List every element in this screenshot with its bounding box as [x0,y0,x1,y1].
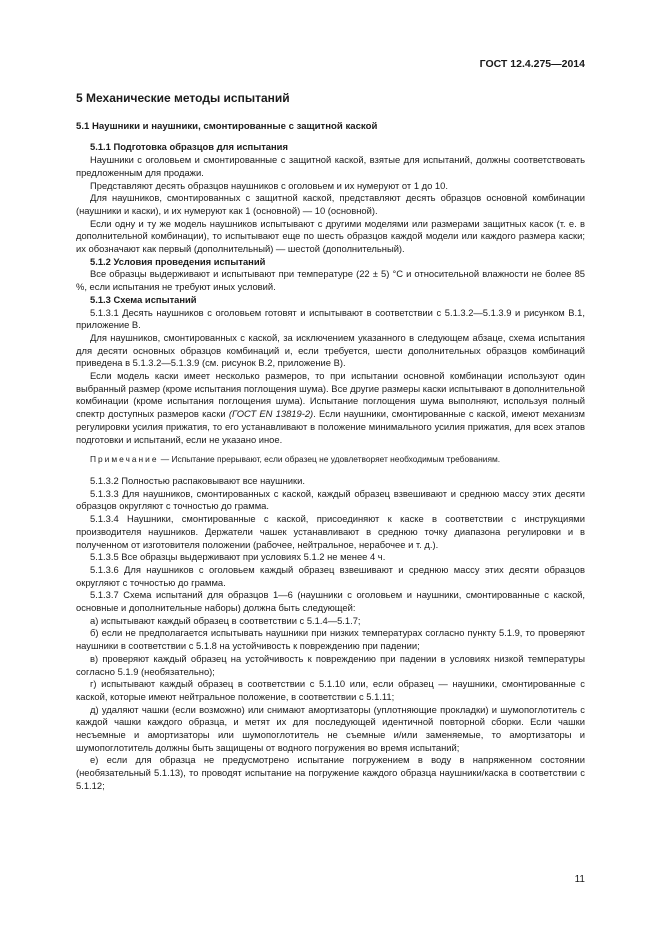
paragraph-with-reference [76,370,585,446]
list-item-a: а) испытывают каждый образец в соответствии с 5.1.4—5.1.7; [90,614,361,626]
note-text: — Испытание прерывают, если образец не удовлетворяет необходимым требованиям. [158,454,501,465]
section-title: 5 Механические методы испытаний [76,91,290,105]
clause-5-1-3-7: 5.1.3.7 Схема испытаний для образцов 1—6 (наушники с оголовьем и наушники, смонтированные с каской, основные и дополнительные наборы) должна быть следующей: [76,589,585,614]
paragraph: Все образцы выдерживают и испытывают при температуре (22 ± 5) °C и относительной влажности не более 85 %, если испытания не требуют иных условий. [76,268,585,293]
list-item-v: в) проверяют каждый образец на устойчивость к повреждению при падении в условиях низкой температуры согласно 5.1.9 (необязательно); [76,652,585,677]
document-code: ГОСТ 12.4.275—2014 [479,58,585,70]
clause-5-1-3-2: 5.1.3.2 Полностью распаковывают все наушники. [90,474,305,486]
clause-5-1-1-title: 5.1.1 Подготовка образцов для испытания [90,141,288,153]
standard-reference: (ГОСТ EN 13819-2) [228,408,314,420]
clause-5-1-2-title: 5.1.2 Условия проведения испытаний [90,255,266,267]
paragraph: Представляют десять образцов наушников с оголовьем и их нумеруют от 1 до 10. [90,179,448,191]
subsection-title: 5.1 Наушники и наушники, смонтированные с защитной каской [76,120,378,132]
page-content [76,92,585,793]
list-item-d: д) удаляют чашки (если возможно) или снимают амортизаторы (уплотняющие прокладки) и шумопоглотитель с каждой чашки каждого образца, и метят их для последующей идентичной повторной сборки. Если чашки несъемные и амортизаторы или шумопоглотитель не съемные и/или заменяемые, то амортизаторы и шумопоглотитель должны быть защищены от водного погружения во время испытаний; [76,703,585,753]
paragraph: Если одну и ту же модель наушников испытывают с другими моделями или размерами защитных касок (т. е. в дополнительной комбинации), то испытывают еще по шесть образцов каждой модели или каждого размера каски; их обозначают как первый (дополнительный) — шестой (дополнительный). [76,217,585,255]
page-number: 11 [574,874,585,885]
clause-5-1-3-title: 5.1.3 Схема испытаний [90,293,197,305]
clause-5-1-3-4: 5.1.3.4 Наушники, смонтированные с каской, присоединяют к каске в соответствии с инструкциями производителя наушников. Держатели чашек устанавливают в среднюю точку диапазона регулировки и в полученном от изготовителя положении (рабочее, нейтральное, нерабочее и т. д.). [76,513,585,550]
paragraph-text: . Если наушники, смонтированные с каской, имеют механизм регулировки усилия прижатия, то его устанавливают в положение минимального усилия прижатия, для всех этапов подготовки и испытаний, если не указано иное. [76,408,585,445]
list-item-e: е) если для образца не предусмотрено испытание погружением в воду в напряженном состоянии (необязательный 5.1.13), то проводят испытание на погружение каждого образца наушники/каска в соответствии с 5.1.12; [76,754,585,791]
paragraph: 5.1.3.1 Десять наушников с оголовьем готовят и испытывают в соответствии с 5.1.3.2—5.1.3.9 и рисунком В.1, приложение В. [76,306,585,331]
clause-5-1-3-5: 5.1.3.5 Все образцы выдерживают при условиях 5.1.2 не менее 4 ч. [90,551,386,563]
note [76,453,585,466]
paragraph: Для наушников, смонтированных с каской, за исключением указанного в следующем абзаце, схема испытания для десяти основных образцов комбинаций и, если требуется, шести дополнительных образцов комбинаций приведена в 5.1.3.2—5.1.3.9 (см. рисунок В.2, приложение В). [76,331,585,369]
clause-5-1-3-6: 5.1.3.6 Для наушников с оголовьем каждый образец взвешивают и среднюю массу этих десяти образцов округляют с точностью до грамма. [76,563,585,588]
note-label: Примечание [90,454,159,465]
list-item-b: б) если не предполагается испытывать наушники при низких температурах согласно пункту 5.1.9, то проверяют наушники в соответствии с 5.1.8 на устойчивость к повреждению при падении; [76,627,585,652]
list-item-g: г) испытывают каждый образец в соответствии с 5.1.10 или, если образец — наушники, смонтированные с каской, которые имеют нейтральное положение, в соответствии с 5.1.11; [76,678,585,702]
clause-5-1-3-3: 5.1.3.3 Для наушников, смонтированных с каской, каждый образец взвешивают и среднюю массу этих десяти образцов округляют с точностью до грамма. [76,487,585,512]
paragraph: Для наушников, смонтированных с защитной каской, представляют десять образцов основной комбинации (наушники и каски), и их нумеруют как 1 (основной) — 10 (основной). [76,192,585,216]
paragraph: Наушники с оголовьем и смонтированные с защитной каской, взятые для испытаний, должны соответствовать предложенным для продажи. [76,154,585,178]
paragraph-text: Если модель каски имеет несколько размеров, то при испытании основной комбинации используют один выбранный размер (кроме испытания поглощения шума). Все другие размеры каски испытывают в дополнительной комбинации (кроме испытания поглощения шума). Испытание поглощения шума выполняют, используя полный спектр доступных размеров каски [76,370,585,420]
